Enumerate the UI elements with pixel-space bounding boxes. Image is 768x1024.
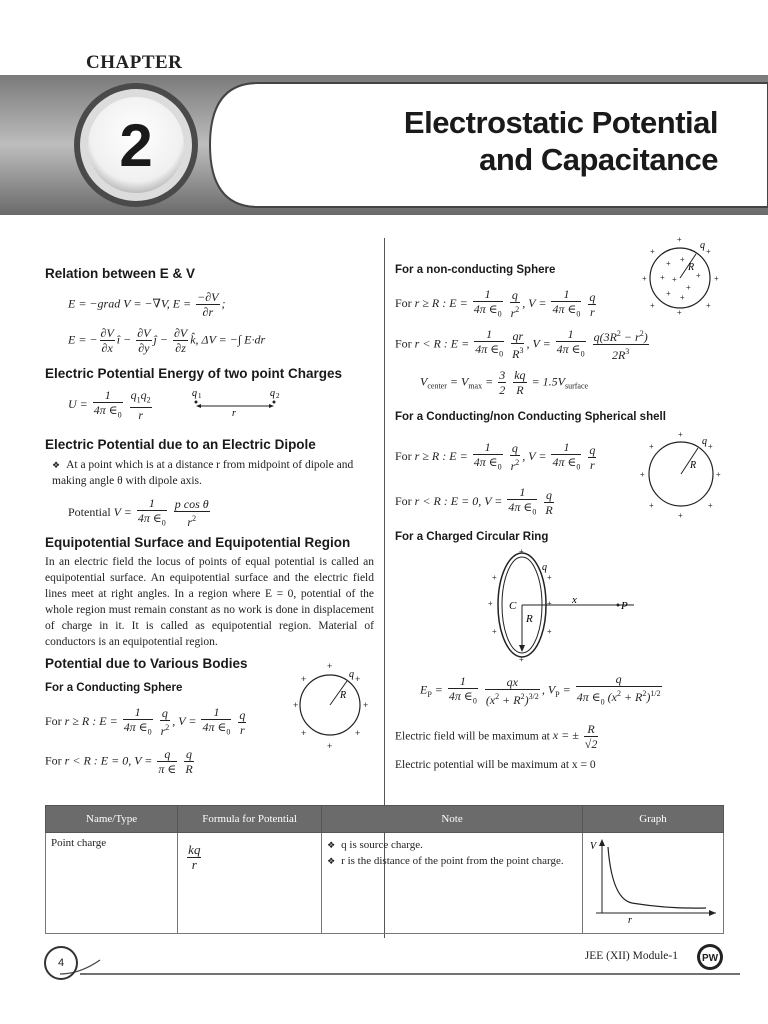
svg-text:q: q (700, 240, 705, 251)
svg-text:+: + (706, 301, 711, 310)
cell-point-charge: Point charge (46, 833, 178, 934)
svg-text:q: q (270, 388, 275, 399)
formula-potential-energy: U = $\frac{1}{4\pi \in_0}$ $\frac{q_1q_2}{r}$ (68, 388, 151, 423)
section-relation-e-v: Relation between E & V (45, 266, 196, 281)
non-conducting-sphere-diagram (636, 234, 726, 316)
svg-text:q: q (702, 436, 707, 447)
formula-center-potential: $V_{center} = V_{max}$ = $\frac{3}{2}$ $\frac{kq}{R}$ = $1.5V_{surface}$ (420, 368, 589, 397)
svg-text:R: R (340, 690, 347, 701)
subsection-conducting-sphere: For a Conducting Sphere (45, 682, 183, 694)
svg-text:+: + (686, 283, 691, 292)
svg-text:x: x (572, 594, 577, 606)
svg-text:+: + (680, 293, 685, 302)
svg-text:1: 1 (198, 392, 202, 400)
svg-text:+: + (355, 728, 361, 738)
svg-text:r: r (232, 408, 236, 418)
svg-text:+: + (547, 599, 552, 608)
formula-nonconducting-inside: For r < R : E = $\frac{1}{4\pi \in_0}$ $\frac{qr}{R^3}$ , V = $\frac{1}{4\pi \in_0}$ $\frac{q(3R^2 - r^2)}{2R^3}$ (395, 327, 648, 362)
svg-text:r: r (628, 915, 632, 923)
svg-text:+: + (301, 728, 307, 738)
svg-text:q: q (192, 388, 197, 399)
note-line-2: ❖ r is the distance of the point from the point charge. (327, 855, 564, 867)
formula-conducting-sphere-outside: For r ≥ R : E = $\frac{1}{4\pi \in_0}$ $\frac{q}{r^2}$ , V = $\frac{1}{4\pi \in_0}$ $\frac{q}{r}$ (45, 705, 246, 739)
svg-text:+: + (680, 255, 685, 264)
v-vs-r-graph (588, 837, 718, 923)
svg-text:+: + (706, 247, 711, 256)
pw-logo-icon (695, 942, 725, 972)
svg-text:+: + (677, 308, 682, 316)
subsection-spherical-shell: For a Conducting/non Conducting Spherical shell (395, 411, 666, 423)
pw-logo-text: PW (702, 953, 719, 964)
section-various-bodies: Potential due to Various Bodies (45, 656, 248, 671)
cell-formula-kq-r: $\frac{kq}{r}$ (178, 833, 322, 934)
cell-note (322, 833, 583, 934)
svg-text:+: + (547, 627, 552, 636)
svg-text:+: + (327, 661, 333, 671)
svg-text:+: + (642, 274, 647, 283)
col-name-type: Name/Type (46, 806, 178, 833)
svg-text:+: + (696, 271, 701, 280)
formula-dipole-potential: Potential V = $\frac{1}{4\pi \in_0}$ $\frac{\text{p cos θ}}{r^2}$ (68, 496, 209, 530)
note-line-1: ❖ q is source charge. (327, 839, 423, 851)
svg-text:+: + (678, 511, 683, 520)
title-line-2: and Capacitance (479, 142, 718, 177)
svg-text:q: q (542, 562, 547, 573)
formula-nonconducting-outside: For r ≥ R : E = $\frac{1}{4\pi \in_0}$ $\frac{q}{r^2}$ , V = $\frac{1}{4\pi \in_0}$ $\frac{q}{r}$ (395, 287, 596, 321)
col-note: Note (322, 806, 583, 833)
svg-text:+: + (363, 700, 369, 710)
svg-text:+: + (660, 273, 665, 282)
svg-text:+: + (649, 501, 654, 510)
subsection-circular-ring: For a Charged Circular Ring (395, 531, 549, 543)
svg-text:R: R (688, 262, 695, 273)
svg-text:+: + (492, 627, 497, 636)
ring-max-field: Electric field will be maximum at x = ± $\frac{R}{√2}$ (395, 722, 598, 751)
formula-grad-v: E = −grad V = −∇V, E = $\frac{-\partial V}{\partial r}$ ; (68, 290, 226, 319)
spherical-shell-diagram (636, 428, 726, 520)
svg-text:q: q (349, 669, 354, 680)
title-line-1: Electrostatic Potential (403, 105, 718, 140)
svg-text:+: + (519, 655, 524, 663)
cell-graph (583, 833, 724, 934)
svg-text:+: + (547, 573, 552, 582)
svg-text:+: + (488, 599, 493, 608)
equipotential-paragraph: In an electric field the locus of points of equal potential is called an equipotential surface. An equipotential surface and the electric field lines meet at right angles. In a region where E = 0, potential of the whole region must remain constant as no work is done in displacement of charge in it. It is called as equipotential region. Material of conductors is an equipotential region. (45, 556, 374, 648)
section-dipole: Electric Potential due to an Electric Dipole (45, 437, 316, 452)
col-graph: Graph (583, 806, 724, 833)
svg-text:+: + (640, 470, 645, 479)
potential-summary-table (45, 805, 724, 934)
section-equipotential: Equipotential Surface and Equipotential Region (45, 535, 351, 550)
svg-text:+: + (666, 259, 671, 268)
conducting-sphere-diagram (285, 660, 375, 750)
subsection-non-conducting-sphere: For a non-conducting Sphere (395, 264, 556, 276)
formula-shell-inside: For r < R : E = 0, V = $\frac{1}{4\pi \in_0}$ $\frac{q}{R}$ (395, 485, 553, 517)
svg-text:+: + (301, 674, 307, 684)
ring-max-potential: Electric potential will be maximum at x = 0 (395, 759, 596, 771)
table-row (46, 833, 724, 934)
charged-ring-diagram (484, 548, 634, 663)
formula-shell-outside: For r ≥ R : E = $\frac{1}{4\pi \in_0}$ $\frac{q}{r^2}$ , V = $\frac{1}{4\pi \in_0}$ $\frac{q}{r}$ (395, 440, 596, 474)
chapter-title (404, 104, 718, 178)
footer-module: JEE (XII) Module-1 (584, 950, 678, 962)
svg-text:+: + (678, 430, 683, 439)
svg-text:+: + (708, 442, 713, 451)
two-charges-diagram (190, 386, 290, 418)
svg-text:+: + (672, 275, 677, 284)
svg-text:R: R (526, 613, 533, 625)
section-potential-energy: Electric Potential Energy of two point Charges (45, 366, 343, 381)
svg-text:+: + (716, 470, 721, 479)
svg-text:+: + (327, 741, 333, 750)
formula-components: E = − $\frac{\partial V}{\partial x}$ î − $\frac{\partial V}{\partial y}$ ĵ − $\frac{\partial V}{\partial z}$ k̂, ΔV = −∫ E·dr (68, 326, 266, 355)
svg-text:R: R (690, 460, 697, 471)
chapter-number: 2 (119, 112, 153, 179)
bullet-icon: ❖ (52, 460, 61, 470)
svg-text:V: V (590, 841, 597, 852)
svg-text:+: + (677, 235, 682, 244)
svg-text:C: C (509, 600, 517, 612)
page-number: 4 (44, 946, 78, 980)
svg-text:P: P (621, 600, 628, 612)
svg-text:+: + (355, 674, 361, 684)
formula-conducting-sphere-inside: For r < R : E = 0, V = $\frac{q}{\pi \in}$ $\frac{q}{R}$ (45, 747, 193, 776)
dipole-bullet: ❖ At a point which is at a distance r from midpoint of dipole and making angle θ with dipole axis. (52, 459, 354, 487)
svg-text:+: + (708, 501, 713, 510)
svg-text:+: + (293, 700, 299, 710)
col-formula: Formula for Potential (178, 806, 322, 833)
svg-text:+: + (492, 573, 497, 582)
chapter-label: CHAPTER (86, 52, 183, 73)
svg-text:+: + (714, 274, 719, 283)
svg-text:+: + (650, 247, 655, 256)
svg-text:+: + (650, 301, 655, 310)
svg-text:+: + (666, 289, 671, 298)
table-header-row (46, 806, 724, 833)
svg-text:+: + (519, 548, 524, 556)
svg-text:2: 2 (276, 392, 280, 400)
svg-text:+: + (649, 442, 654, 451)
formula-ring-field-potential: $E_P$ = $\frac{1}{4\pi \in_0}$ $\frac{qx}{(x^2 + R^2)^{3/2}}$ , $V_P$ = $\frac{q}{4\pi \in_0 (x^2 + R^2)^{1/2}}$ (420, 672, 661, 707)
